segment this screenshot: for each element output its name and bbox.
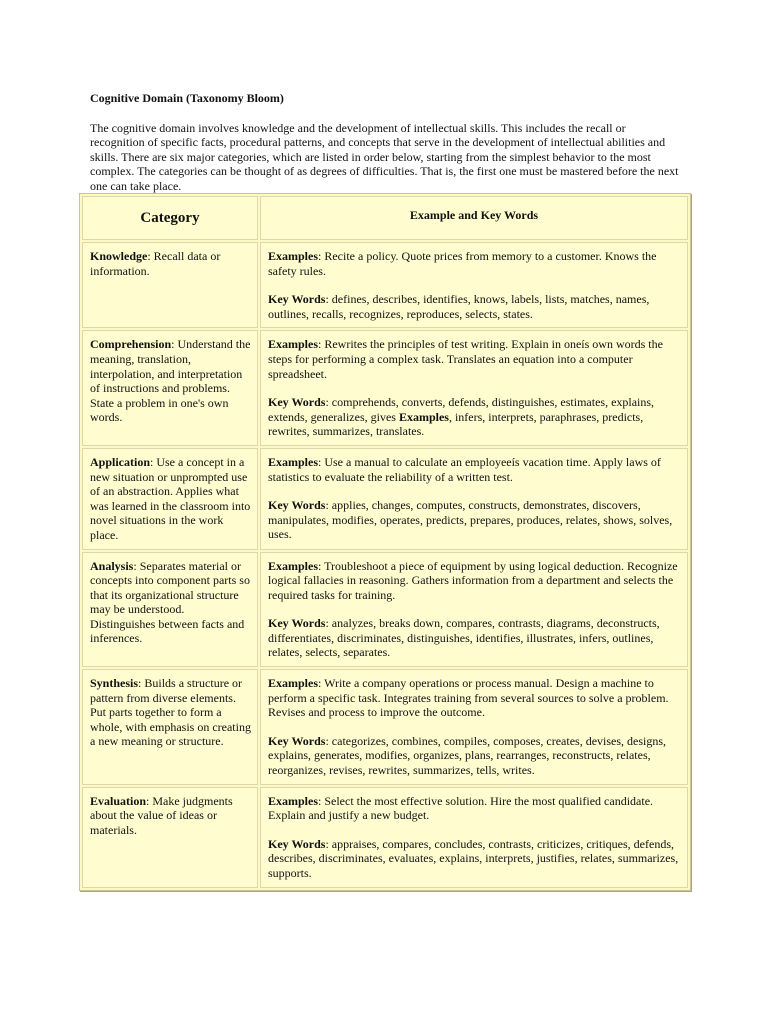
- examples-label: Examples: [268, 793, 319, 808]
- keywords-label: Key Words: [268, 616, 326, 631]
- examples-cell: [260, 787, 688, 888]
- examples-text: Examples: Write a company operations or process manual. Design a machine to perform a specific task. Integrates training from several sources to solve a problem. Revises and process to improve the outcome.: [268, 676, 669, 720]
- examples-text: Examples: Select the most effective solution. Hire the most qualified candidate. Explain and justify a new budget.: [268, 793, 654, 823]
- category-cell: [82, 242, 258, 328]
- table-row: [82, 552, 688, 668]
- keywords-text: Key Words: categorizes, combines, compiles, composes, creates, devises, designs, explains, generates, modifies, organizes, plans, rearranges, reconstructs, relates, reorganizes, revises, rewrites, summarizes, tells, writes.: [268, 733, 667, 778]
- keywords-label: Key Words: [268, 733, 326, 748]
- examples-label: Examples: [268, 337, 319, 352]
- keywords-text: Key Words: defines, describes, identifies, knows, labels, lists, matches, names, outlines, recalls, recognizes, reproduces, selects, states.: [268, 292, 650, 321]
- category-description: : Understand the meaning, translation, interpolation, and interpretation of instructions and problems. State a problem in one's own words.: [90, 337, 251, 425]
- keywords-label: Key Words: [268, 395, 326, 410]
- examples-text: Examples: Use a manual to calculate an employeeís vacation time. Apply laws of statistics to evaluate the reliability of a written test.: [268, 454, 661, 484]
- examples-label: Examples: [268, 249, 319, 263]
- keywords-text: Key Words: applies, changes, computes, constructs, demonstrates, discovers, manipulates, modifies, operates, predicts, prepares, produces, relates, shows, solves, uses.: [268, 498, 673, 542]
- examples-cell: [260, 330, 688, 446]
- examples-cell: [260, 242, 688, 328]
- category-name: Analysis: [90, 558, 134, 573]
- keywords-label: Key Words: [268, 292, 326, 307]
- examples-label: Examples: [268, 558, 319, 573]
- table-row: [82, 669, 688, 785]
- bloom-taxonomy-table: [79, 193, 691, 891]
- table-row: [82, 242, 688, 328]
- category-description: : Builds a structure or pattern from diverse elements. Put parts together to form a whole, with emphasis on creating a new meaning or structure.: [90, 676, 251, 749]
- keywords-text: Key Words: analyzes, breaks down, compares, contrasts, diagrams, deconstructs, differentiates, discriminates, distinguishes, identifies, illustrates, infers, outlines, relates, selects, separates.: [268, 616, 660, 660]
- examples-cell: [260, 552, 688, 668]
- examples-label: Examples: [268, 676, 319, 691]
- examples-text: Examples: Troubleshoot a piece of equipment by using logical deduction. Recognize logical fallacies in reasoning. Gathers information from a department and selects the required tasks for training.: [268, 558, 678, 602]
- header-category: Category: [82, 196, 258, 240]
- category-cell: [82, 448, 258, 550]
- category-cell: [82, 787, 258, 888]
- category-cell: [82, 669, 258, 785]
- examples-label: Examples: [268, 454, 319, 469]
- category-cell: [82, 330, 258, 446]
- category-name: Comprehension: [90, 337, 172, 352]
- table-header-row: [82, 196, 688, 240]
- category-description: : Separates material or concepts into component parts so that its organizational structure may be understood. Distinguishes between facts and inferences.: [90, 558, 250, 646]
- category-cell: [82, 552, 258, 668]
- header-examples: Example and Key Words: [260, 196, 688, 240]
- category-description: : Recall data or information.: [90, 249, 221, 278]
- examples-cell: [260, 448, 688, 550]
- category-name: Knowledge: [90, 249, 148, 263]
- category-name: Application: [90, 454, 151, 469]
- category-description: : Make judgments about the value of ideas or materials.: [90, 793, 233, 837]
- category-name: Evaluation: [90, 793, 147, 808]
- examples-text: Examples: Rewrites the principles of test writing. Explain in oneís own words the steps for performing a complex task. Translates an equation into a computer spreadsheet.: [268, 337, 663, 381]
- keywords-text: Key Words: appraises, compares, concludes, contrasts, criticizes, critiques, defends, describes, discriminates, evaluates, explains, interprets, justifies, relates, summarizes, supports.: [268, 836, 679, 880]
- examples-text: Examples: Recite a policy. Quote prices from memory to a customer. Knows the safety rules.: [268, 249, 657, 278]
- keywords-label: Key Words: [268, 836, 326, 851]
- intro-paragraph: The cognitive domain involves knowledge and the development of intellectual skills. This includes the recall or recognition of specific facts, procedural patterns, and concepts that serve in the development of intellectual abilities and skills. There are six major categories, which are listed in order below, starting from the simplest behavior to the most complex. The categories can be thought of as degrees of difficulties. That is, the first one must be mastered before the next one can take place.: [90, 121, 679, 193]
- examples-cell: [260, 669, 688, 785]
- table-row: [82, 787, 688, 888]
- keywords-text: Key Words: comprehends, converts, defends, distinguishes, estimates, explains, extends, generalizes, gives Examples, infers, interprets, paraphrases, predicts, rewrites, summarizes, translates.: [268, 395, 655, 439]
- page-title: Cognitive Domain (Taxonomy Bloom): [90, 91, 284, 105]
- category-name: Synthesis: [90, 676, 139, 691]
- table-row: [82, 448, 688, 550]
- category-description: : Use a concept in a new situation or unprompted use of an abstraction. Applies what was learned in the classroom into novel situations in the work place.: [90, 454, 251, 542]
- table-row: [82, 330, 688, 446]
- keywords-label: Key Words: [268, 498, 326, 513]
